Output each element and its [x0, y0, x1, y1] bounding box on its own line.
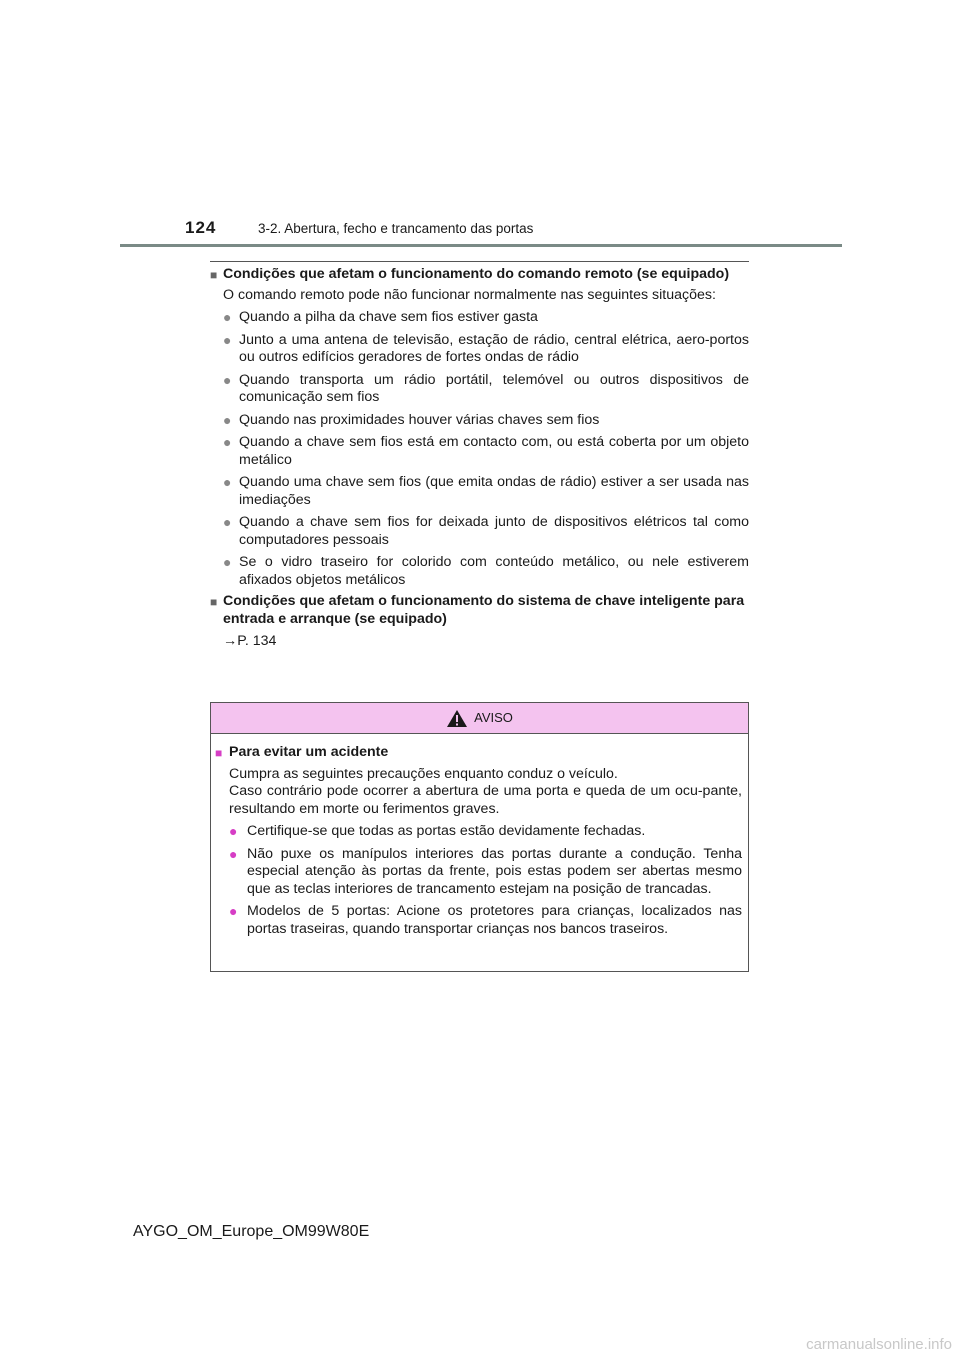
warning-intro: [215, 766, 742, 819]
list-item: [215, 903, 742, 938]
section-title: 3-2. Abertura, fecho e trancamento das portas: [258, 221, 534, 236]
list-item: [210, 372, 749, 407]
list-item-text: Se o vidro traseiro for colorido com conteúdo metálico, ou nele estiverem afixados objetos metálicos: [239, 554, 749, 588]
list-item-text: Modelos de 5 portas: Acione os protetores para crianças, localizados nas portas traseiras, quando transportar crianças nos bancos traseiros.: [247, 903, 742, 937]
warning-heading: [215, 744, 742, 763]
warning-label: AVISO: [474, 710, 513, 726]
list-item: [210, 332, 749, 367]
warning-box: [210, 702, 749, 972]
list-item-text: Não puxe os manípulos interiores das portas durante a condução. Tenha especial atenção às portas da frente, pois estas podem ser abertas mesmo que as teclas interiores de trancamento estejam na posição de trancadas.: [247, 845, 742, 897]
warning-body: [211, 734, 748, 938]
circle-bullet-icon: ●: [229, 903, 238, 919]
list-item-text: Certifique-se que todas as portas estão devidamente fechadas.: [247, 823, 646, 839]
circle-bullet-icon: ●: [223, 331, 232, 348]
circle-bullet-icon: ●: [229, 845, 238, 862]
warning-heading-text: Para evitar um acidente: [229, 744, 389, 760]
main-content: [210, 266, 749, 651]
page-number: 124: [185, 218, 217, 237]
list-item: [210, 412, 749, 430]
list-item-text: Quando uma chave sem fios (que emita ondas de rádio) estiver a ser usada nas imediações: [239, 474, 749, 508]
warning-intro-line: Cumpra as seguintes precauções enquanto conduz o veículo.: [229, 765, 618, 782]
warning-header: [211, 703, 748, 734]
list-item-text: Quando a chave sem fios for deixada junto de dispositivos elétricos tal como computadores pessoais: [239, 514, 749, 548]
page-reference-link[interactable]: →P. 134: [223, 633, 277, 649]
circle-bullet-icon: ●: [223, 371, 232, 388]
circle-bullet-icon: ●: [223, 434, 232, 450]
list-item-text: Quando transporta um rádio portátil, telemóvel ou outros dispositivos de comunicação sem fios: [239, 371, 749, 405]
list-item: [215, 846, 742, 899]
circle-bullet-icon: ●: [223, 411, 232, 428]
list-item: [210, 309, 749, 327]
square-bullet-icon: ■: [210, 268, 218, 282]
remote-heading: [210, 266, 749, 285]
smart-key-heading-text: Condições que afetam o funcionamento do sistema de chave inteligente para entrada e arranque (se equipado): [223, 593, 745, 627]
section-divider: [210, 261, 749, 262]
circle-bullet-icon: ●: [223, 474, 232, 490]
smart-key-heading: [210, 593, 749, 628]
document-code: AYGO_OM_Europe_OM99W80E: [133, 1223, 370, 1240]
square-bullet-icon: ■: [210, 595, 218, 609]
list-item: [210, 554, 749, 589]
list-item: [215, 823, 742, 841]
list-item: [210, 514, 749, 549]
remote-bullet-list: [210, 309, 749, 589]
list-item-text: Quando a pilha da chave sem fios estiver gasta: [239, 309, 538, 325]
square-bullet-icon: ■: [215, 746, 223, 760]
remote-intro: O comando remoto pode não funcionar normalmente nas seguintes situações:: [223, 286, 716, 303]
list-item-text: Junto a uma antena de televisão, estação de rádio, central elétrica, aero-portos ou outros edifícios geradores de fortes ondas de rádio: [239, 331, 749, 365]
circle-bullet-icon: ●: [223, 554, 232, 570]
circle-bullet-icon: ●: [223, 309, 232, 325]
warning-triangle-icon: [446, 709, 468, 728]
list-item-text: Quando nas proximidades houver várias chaves sem fios: [239, 411, 600, 428]
list-item-text: Quando a chave sem fios está em contacto com, ou está coberta por um objeto metálico: [239, 434, 749, 468]
remote-heading-text: Condições que afetam o funcionamento do comando remoto (se equipado): [223, 266, 730, 282]
circle-bullet-icon: ●: [223, 514, 232, 530]
list-item: [210, 434, 749, 469]
circle-bullet-icon: ●: [229, 823, 238, 839]
watermark: carmanualsonline.info: [806, 1336, 952, 1353]
header-rule: [120, 244, 842, 247]
warning-intro-line: Caso contrário pode ocorrer a abertura de uma porta e queda de um ocu-pante, resultando em morte ou ferimentos graves.: [229, 783, 742, 817]
list-item: [210, 474, 749, 509]
